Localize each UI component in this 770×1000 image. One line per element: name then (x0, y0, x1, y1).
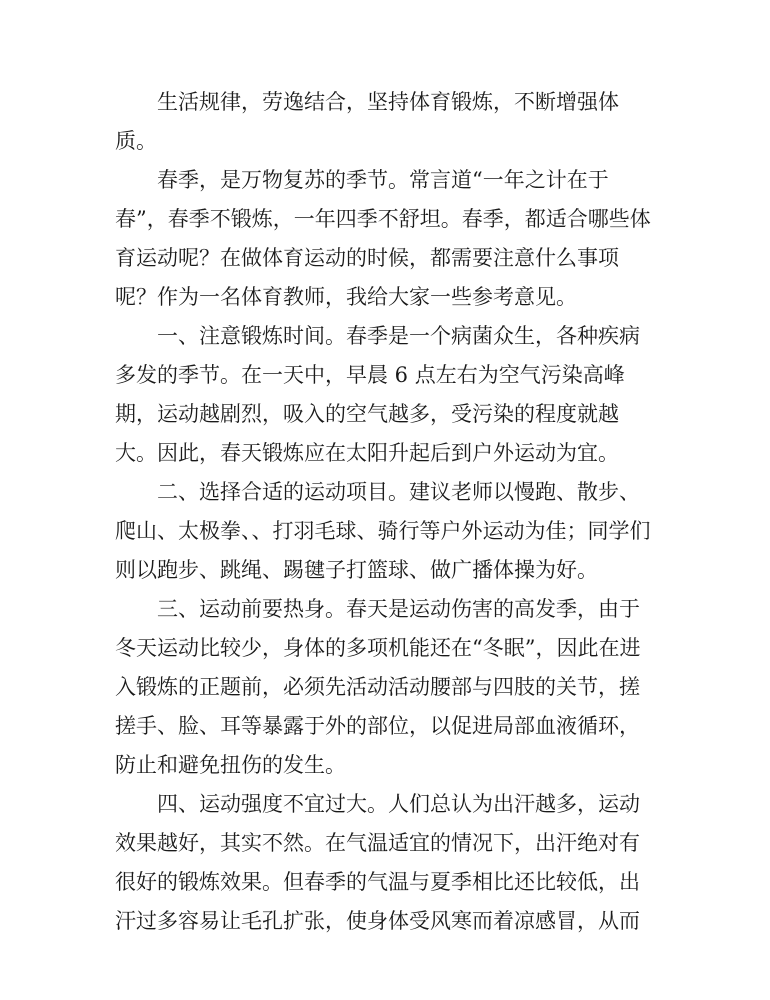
text-line: 搓手、脸、耳等暴露于外的部位，以促进局部血液循环， (115, 714, 640, 738)
text-line: 春”，春季不锻炼，一年四季不舒坦。春季，都适合哪些体 (115, 207, 651, 231)
text-line: 质。 (115, 129, 157, 153)
text-line: 冬天运动比较少，身体的多项机能还在“冬眠”，因此在进 (115, 636, 641, 660)
text-line: 则以跑步、跳绳、踢毽子打篮球、做广播体操为好。 (115, 558, 598, 582)
text-line: 很好的锻炼效果。但春季的气温与夏季相比还比较低，出 (115, 870, 640, 894)
text-line: 效果越好，其实不然。在气温适宜的情况下，出汗绝对有 (115, 831, 640, 855)
text-line: 育运动呢？在做体育运动的时候，都需要注意什么事项 (115, 246, 619, 270)
text-line: 汗过多容易让毛孔扩张，使身体受风寒而着凉感冒，从而 (115, 909, 640, 933)
text-line: 二、选择合适的运动项目。建议老师以慢跑、散步、 (115, 480, 640, 504)
text-line: 四、运动强度不宜过大。人们总认为出汗越多，运动 (115, 792, 640, 816)
text-line: 期，运动越剧烈，吸入的空气越多，受污染的程度就越 (115, 402, 619, 426)
text-line: 防止和避免扭伤的发生。 (115, 753, 346, 777)
text-line: 三、运动前要热身。春天是运动伤害的高发季，由于 (115, 597, 640, 621)
text-line: 爬山、太极拳、、打羽毛球、骑行等户外运动为佳；同学们 (115, 519, 651, 543)
text-line: 生活规律，劳逸结合，坚持体育锻炼，不断增强体 (115, 90, 619, 114)
text-line: 呢？作为一名体育教师，我给大家一些参考意见。 (115, 285, 577, 309)
text-line: 大。因此，春天锻炼应在太阳升起后到户外运动为宜。 (115, 441, 619, 465)
text-line: 春季，是万物复苏的季节。常言道“一年之计在于 (115, 168, 609, 192)
text-line: 入锻炼的正题前，必须先活动活动腰部与四肢的关节，搓 (115, 675, 640, 699)
text-line: 多发的季节。在一天中，早晨 6 点左右为空气污染高峰 (115, 363, 625, 387)
text-line: 一、注意锻炼时间。春季是一个病菌众生，各种疾病 (115, 324, 640, 348)
